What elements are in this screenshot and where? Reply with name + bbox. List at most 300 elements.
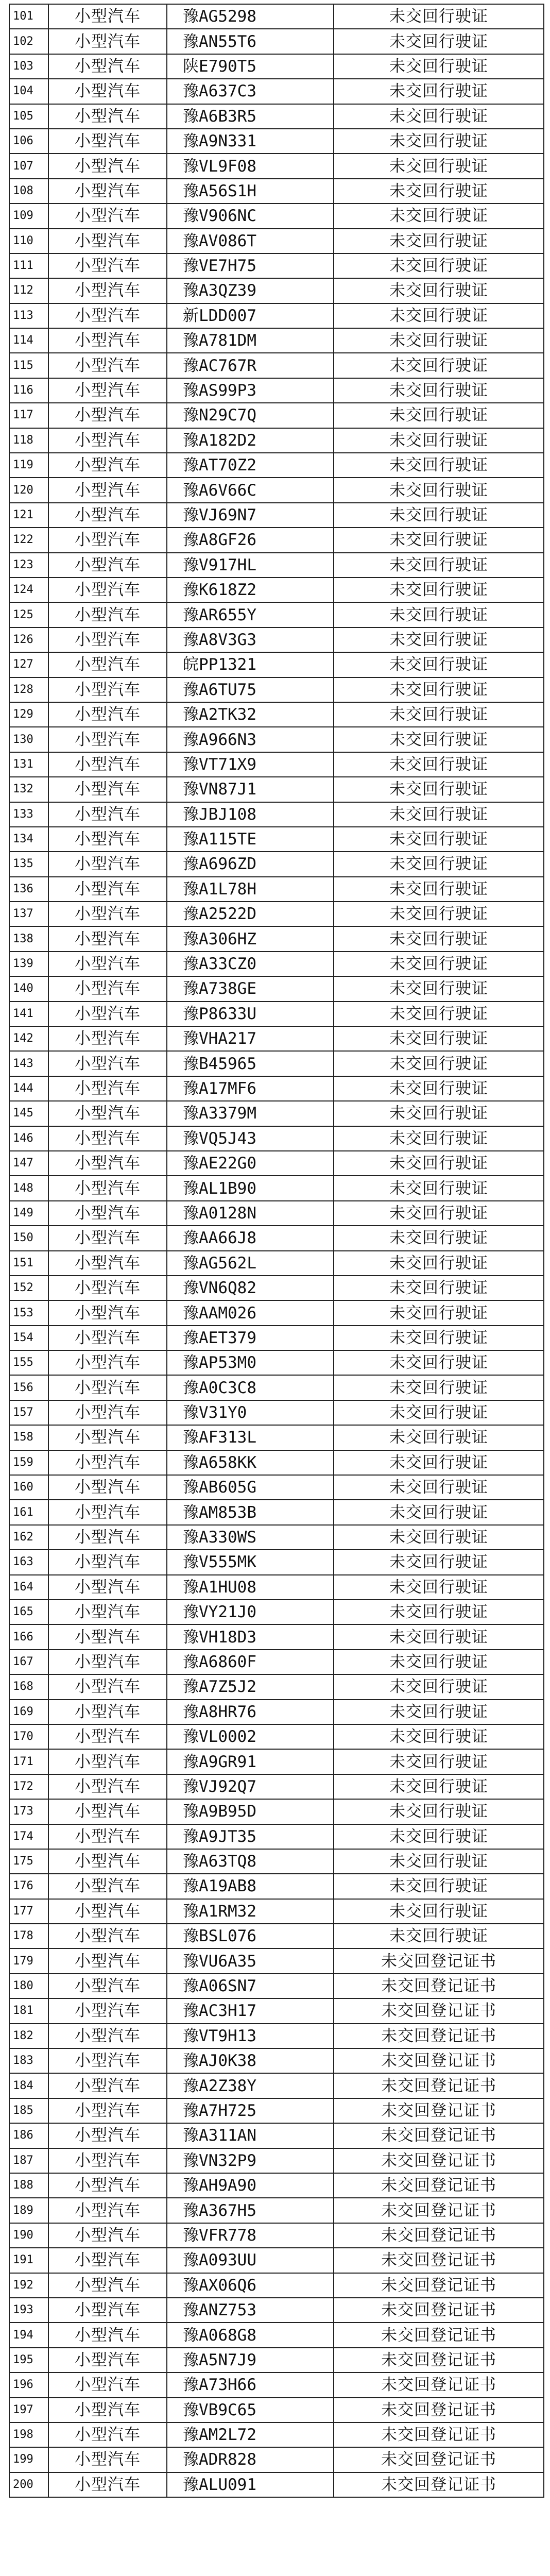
vehicle-type-cell: 小型汽车 [48,926,167,951]
table-row [9,852,544,876]
table-row [9,752,544,777]
status-cell: 未交回行驶证 [334,503,544,528]
vehicle-type-cell: 小型汽车 [48,2422,167,2447]
status-cell: 未交回行驶证 [334,1550,544,1574]
status-cell: 未交回行驶证 [334,1201,544,1226]
table-row [9,2198,544,2223]
plate-number-cell: 豫A0C3C8 [167,1375,334,1400]
status-cell: 未交回行驶证 [334,777,544,802]
row-number-cell: 126 [9,628,48,652]
table-row [9,328,544,353]
plate-number-cell: 豫V31Y0 [167,1400,334,1425]
table-row [9,378,544,403]
vehicle-type-cell: 小型汽车 [48,652,167,677]
status-cell: 未交回登记证书 [334,2073,544,2098]
vehicle-type-cell: 小型汽车 [48,1774,167,1799]
vehicle-type-cell: 小型汽车 [48,503,167,528]
row-number-cell: 182 [9,2024,48,2048]
vehicle-type-cell: 小型汽车 [48,1500,167,1524]
plate-number-cell: 豫A3379M [167,1101,334,1126]
vehicle-type-cell: 小型汽车 [48,1326,167,1350]
table-row [9,802,544,827]
row-number-cell: 122 [9,528,48,552]
status-cell: 未交回登记证书 [334,2223,544,2248]
table-row [9,777,544,802]
plate-number-cell: 豫AA66J8 [167,1226,334,1250]
status-cell: 未交回行驶证 [334,79,544,104]
status-cell: 未交回行驶证 [334,652,544,677]
plate-number-cell: 豫AP53M0 [167,1350,334,1375]
table-row [9,1475,544,1500]
vehicle-type-cell: 小型汽车 [48,1475,167,1500]
row-number-cell: 189 [9,2198,48,2223]
status-cell: 未交回行驶证 [334,752,544,777]
row-number-cell: 135 [9,852,48,876]
status-cell: 未交回行驶证 [334,328,544,353]
vehicle-type-cell: 小型汽车 [48,1276,167,1300]
table-row [9,1176,544,1200]
vehicle-type-cell: 小型汽车 [48,1400,167,1425]
status-cell: 未交回登记证书 [334,2248,544,2273]
status-cell: 未交回行驶证 [334,1874,544,1899]
vehicle-type-cell: 小型汽车 [48,1375,167,1400]
status-cell: 未交回行驶证 [334,478,544,502]
vehicle-type-cell: 小型汽车 [48,528,167,552]
plate-number-cell: 豫AC767R [167,353,334,378]
plate-number-cell: 豫A9B95D [167,1799,334,1824]
table-row [9,1051,544,1076]
row-number-cell: 194 [9,2323,48,2347]
row-number-cell: 102 [9,29,48,54]
table-row [9,129,544,154]
table-row [9,727,544,752]
vehicle-type-cell: 小型汽车 [48,453,167,478]
status-cell: 未交回行驶证 [334,4,544,29]
status-cell: 未交回行驶证 [334,1700,544,1724]
status-cell: 未交回行驶证 [334,1026,544,1051]
status-cell: 未交回登记证书 [334,2422,544,2447]
plate-number-cell: 豫V906NC [167,204,334,228]
status-cell: 未交回行驶证 [334,154,544,178]
status-cell: 未交回登记证书 [334,2323,544,2347]
table-row [9,1700,544,1724]
table-row [9,2098,544,2123]
table-row [9,2398,544,2422]
status-cell: 未交回登记证书 [334,1948,544,1973]
row-number-cell: 153 [9,1300,48,1325]
table-row [9,2223,544,2248]
status-cell: 未交回行驶证 [334,353,544,378]
table-row [9,1525,544,1550]
table-row [9,1151,544,1176]
status-cell: 未交回行驶证 [334,952,544,976]
table-row [9,2298,544,2323]
row-number-cell: 193 [9,2298,48,2323]
vehicle-type-cell: 小型汽车 [48,1849,167,1874]
table-row [9,1126,544,1151]
plate-number-cell: 豫AH9A90 [167,2173,334,2198]
table-row [9,702,544,727]
vehicle-type-cell: 小型汽车 [48,677,167,702]
plate-number-cell: 豫A2Z38Y [167,2073,334,2098]
plate-number-cell: 豫A3QZ39 [167,278,334,303]
status-cell: 未交回行驶证 [334,1126,544,1151]
vehicle-type-cell: 小型汽车 [48,2398,167,2422]
status-cell: 未交回行驶证 [334,1799,544,1824]
vehicle-type-cell: 小型汽车 [48,752,167,777]
plate-number-cell: 豫AET379 [167,1326,334,1350]
row-number-cell: 137 [9,902,48,926]
vehicle-type-cell: 小型汽车 [48,1251,167,1276]
table-row [9,628,544,652]
row-number-cell: 168 [9,1674,48,1699]
plate-number-cell: 陕E790T5 [167,54,334,79]
status-cell: 未交回登记证书 [334,2372,544,2397]
plate-number-cell: 豫K618Z2 [167,578,334,602]
vehicle-type-cell: 小型汽车 [48,2073,167,2098]
plate-number-cell: 豫A6V66C [167,478,334,502]
vehicle-type-cell: 小型汽车 [48,4,167,29]
plate-number-cell: 豫AC3H17 [167,1998,334,2023]
plate-number-cell: 豫A2TK32 [167,702,334,727]
vehicle-type-cell: 小型汽车 [48,428,167,453]
vehicle-type-cell: 小型汽车 [48,2123,167,2148]
table-row [9,229,544,253]
row-number-cell: 106 [9,129,48,154]
row-number-cell: 147 [9,1151,48,1176]
table-row [9,303,544,328]
status-cell: 未交回登记证书 [334,2198,544,2223]
row-number-cell: 186 [9,2123,48,2148]
table-row [9,1026,544,1051]
table-row [9,1974,544,1998]
table-row [9,2273,544,2298]
plate-number-cell: 豫VT71X9 [167,752,334,777]
row-number-cell: 171 [9,1749,48,1774]
plate-number-cell: 豫A0128N [167,1201,334,1226]
vehicle-type-cell: 小型汽车 [48,1724,167,1749]
vehicle-type-cell: 小型汽车 [48,2248,167,2273]
table-row [9,1375,544,1400]
status-cell: 未交回行驶证 [334,1650,544,1674]
table-row [9,1350,544,1375]
row-number-cell: 166 [9,1624,48,1649]
status-cell: 未交回行驶证 [334,1575,544,1600]
vehicle-type-cell: 小型汽车 [48,1350,167,1375]
status-cell: 未交回行驶证 [334,1749,544,1774]
row-number-cell: 144 [9,1076,48,1101]
table-row [9,478,544,502]
vehicle-type-cell: 小型汽车 [48,229,167,253]
row-number-cell: 148 [9,1176,48,1200]
row-number-cell: 129 [9,702,48,727]
table-row [9,503,544,528]
vehicle-type-cell: 小型汽车 [48,2148,167,2173]
row-number-cell: 176 [9,1874,48,1899]
table-row [9,1998,544,2023]
row-number-cell: 184 [9,2073,48,2098]
vehicle-type-cell: 小型汽车 [48,1026,167,1051]
status-cell: 未交回行驶证 [334,1624,544,1649]
plate-number-cell: 豫A738GE [167,976,334,1001]
plate-number-cell: 豫A9JT35 [167,1824,334,1849]
vehicle-type-cell: 小型汽车 [48,1998,167,2023]
table-row [9,1500,544,1524]
table-row [9,952,544,976]
plate-number-cell: 豫AT70Z2 [167,453,334,478]
plate-number-cell: 豫A6860F [167,1650,334,1674]
table-row [9,1874,544,1899]
row-number-cell: 196 [9,2372,48,2397]
table-row [9,976,544,1001]
table-row [9,1276,544,1300]
table-row [9,1724,544,1749]
vehicle-type-cell: 小型汽车 [48,2098,167,2123]
plate-number-cell: 豫A658KK [167,1450,334,1475]
plate-number-cell: 豫A33CZ0 [167,952,334,976]
row-number-cell: 163 [9,1550,48,1574]
plate-number-cell: 豫A068G8 [167,2323,334,2347]
table-row [9,253,544,278]
row-number-cell: 188 [9,2173,48,2198]
row-number-cell: 173 [9,1799,48,1824]
vehicle-type-cell: 小型汽车 [48,2447,167,2472]
plate-number-cell: 豫VL0002 [167,1724,334,1749]
vehicle-type-cell: 小型汽车 [48,328,167,353]
row-number-cell: 199 [9,2447,48,2472]
table-row [9,926,544,951]
row-number-cell: 180 [9,1974,48,1998]
table-row [9,902,544,926]
plate-number-cell: 豫A367H5 [167,2198,334,2223]
row-number-cell: 139 [9,952,48,976]
row-number-cell: 111 [9,253,48,278]
vehicle-type-cell: 小型汽车 [48,253,167,278]
plate-number-cell: 豫VY21J0 [167,1600,334,1624]
status-cell: 未交回行驶证 [334,1276,544,1300]
plate-number-cell: 豫A1HU08 [167,1575,334,1600]
status-cell: 未交回登记证书 [334,2273,544,2298]
row-number-cell: 107 [9,154,48,178]
row-number-cell: 165 [9,1600,48,1624]
table-row [9,2073,544,2098]
table-row [9,2248,544,2273]
status-cell: 未交回行驶证 [334,204,544,228]
plate-number-cell: 豫VT9H13 [167,2024,334,2048]
row-number-cell: 174 [9,1824,48,1849]
table-row [9,528,544,552]
row-number-cell: 145 [9,1101,48,1126]
vehicle-type-cell: 小型汽车 [48,1650,167,1674]
table-row [9,204,544,228]
table-row [9,353,544,378]
row-number-cell: 140 [9,976,48,1001]
status-cell: 未交回行驶证 [334,602,544,627]
table-row [9,677,544,702]
row-number-cell: 159 [9,1450,48,1475]
row-number-cell: 177 [9,1899,48,1924]
row-number-cell: 116 [9,378,48,403]
table-row [9,2024,544,2048]
plate-number-cell: 豫A093UU [167,2248,334,2273]
plate-number-cell: 豫A8HR76 [167,1700,334,1724]
plate-number-cell: 豫A781DM [167,328,334,353]
row-number-cell: 155 [9,1350,48,1375]
row-number-cell: 167 [9,1650,48,1674]
row-number-cell: 169 [9,1700,48,1724]
row-number-cell: 185 [9,2098,48,2123]
row-number-cell: 181 [9,1998,48,2023]
plate-number-cell: 豫A63TQ8 [167,1849,334,1874]
row-number-cell: 172 [9,1774,48,1799]
plate-number-cell: 豫A6TU75 [167,677,334,702]
plate-number-cell: 豫V917HL [167,553,334,578]
status-cell: 未交回行驶证 [334,1251,544,1276]
vehicle-type-cell: 小型汽车 [48,1824,167,1849]
plate-number-cell: 豫A7H725 [167,2098,334,2123]
table-row [9,1899,544,1924]
status-cell: 未交回行驶证 [334,1101,544,1126]
vehicle-type-cell: 小型汽车 [48,2273,167,2298]
table-row [9,2447,544,2472]
plate-number-cell: 豫A5N7J9 [167,2348,334,2372]
plate-number-cell: 豫AB605G [167,1475,334,1500]
table-row [9,827,544,852]
table-row [9,1002,544,1026]
vehicle-type-cell: 小型汽车 [48,1300,167,1325]
status-cell: 未交回行驶证 [334,1774,544,1799]
vehicle-type-cell: 小型汽车 [48,2472,167,2497]
table-row [9,54,544,79]
row-number-cell: 110 [9,229,48,253]
row-number-cell: 158 [9,1425,48,1450]
table-row [9,104,544,129]
table-row [9,1425,544,1450]
vehicle-type-cell: 小型汽车 [48,602,167,627]
table-row [9,278,544,303]
vehicle-type-cell: 小型汽车 [48,154,167,178]
table-row [9,1849,544,1874]
vehicle-type-cell: 小型汽车 [48,777,167,802]
status-cell: 未交回行驶证 [334,1724,544,1749]
status-cell: 未交回行驶证 [334,1226,544,1250]
plate-number-cell: 豫A182D2 [167,428,334,453]
status-cell: 未交回行驶证 [334,827,544,852]
row-number-cell: 157 [9,1400,48,1425]
vehicle-type-cell: 小型汽车 [48,1600,167,1624]
plate-number-cell: 豫A306HZ [167,926,334,951]
status-cell: 未交回行驶证 [334,179,544,204]
table-row [9,578,544,602]
status-cell: 未交回行驶证 [334,1051,544,1076]
status-cell: 未交回行驶证 [334,129,544,154]
vehicle-type-cell: 小型汽车 [48,278,167,303]
vehicle-type-cell: 小型汽车 [48,1226,167,1250]
table-row [9,79,544,104]
vehicle-type-cell: 小型汽车 [48,303,167,328]
plate-number-cell: 豫AX06Q6 [167,2273,334,2298]
vehicle-type-cell: 小型汽车 [48,1201,167,1226]
vehicle-type-cell: 小型汽车 [48,2298,167,2323]
plate-number-cell: 豫VU6A35 [167,1948,334,1973]
vehicle-type-cell: 小型汽车 [48,1151,167,1176]
row-number-cell: 115 [9,353,48,378]
table-row [9,1251,544,1276]
plate-number-cell: 豫A966N3 [167,727,334,752]
row-number-cell: 108 [9,179,48,204]
status-cell: 未交回登记证书 [334,2348,544,2372]
row-number-cell: 134 [9,827,48,852]
row-number-cell: 146 [9,1126,48,1151]
vehicle-type-cell: 小型汽车 [48,2048,167,2073]
table-row [9,1101,544,1126]
vehicle-type-cell: 小型汽车 [48,702,167,727]
status-cell: 未交回登记证书 [334,2123,544,2148]
row-number-cell: 124 [9,578,48,602]
status-cell: 未交回行驶证 [334,1300,544,1325]
row-number-cell: 114 [9,328,48,353]
table-row [9,453,544,478]
vehicle-type-cell: 小型汽车 [48,877,167,902]
row-number-cell: 160 [9,1475,48,1500]
row-number-cell: 191 [9,2248,48,2273]
status-cell: 未交回行驶证 [334,1076,544,1101]
vehicle-type-cell: 小型汽车 [48,1002,167,1026]
status-cell: 未交回行驶证 [334,1924,544,1948]
status-cell: 未交回行驶证 [334,1002,544,1026]
row-number-cell: 120 [9,478,48,502]
table-row [9,154,544,178]
status-cell: 未交回行驶证 [334,403,544,428]
plate-number-cell: 豫VN32P9 [167,2148,334,2173]
status-cell: 未交回行驶证 [334,104,544,129]
plate-number-cell: 豫N29C7Q [167,403,334,428]
row-number-cell: 112 [9,278,48,303]
table-row [9,553,544,578]
plate-number-cell: 豫AE22G0 [167,1151,334,1176]
vehicle-type-cell: 小型汽车 [48,179,167,204]
vehicle-type-cell: 小型汽车 [48,29,167,54]
vehicle-type-cell: 小型汽车 [48,553,167,578]
table-row [9,1824,544,1849]
plate-number-cell: 豫AAM026 [167,1300,334,1325]
vehicle-type-cell: 小型汽车 [48,79,167,104]
plate-number-cell: 豫V555MK [167,1550,334,1574]
plate-number-cell: 豫AR655Y [167,602,334,627]
table-row [9,2148,544,2173]
status-cell: 未交回行驶证 [334,1425,544,1450]
vehicle-type-cell: 小型汽车 [48,827,167,852]
table-row [9,1300,544,1325]
row-number-cell: 162 [9,1525,48,1550]
status-cell: 未交回行驶证 [334,1400,544,1425]
vehicle-type-cell: 小型汽车 [48,852,167,876]
vehicle-type-cell: 小型汽车 [48,1126,167,1151]
plate-number-cell: 豫VHA217 [167,1026,334,1051]
plate-number-cell: 豫A1L78H [167,877,334,902]
row-number-cell: 105 [9,104,48,129]
plate-number-cell: 豫A7Z5J2 [167,1674,334,1699]
vehicle-type-cell: 小型汽车 [48,1924,167,1948]
plate-number-cell: 豫AM2L72 [167,2422,334,2447]
row-number-cell: 197 [9,2398,48,2422]
plate-number-cell: 豫AV086T [167,229,334,253]
row-number-cell: 141 [9,1002,48,1026]
table-row [9,1774,544,1799]
table-row [9,403,544,428]
status-cell: 未交回登记证书 [334,2447,544,2472]
vehicle-type-cell: 小型汽车 [48,1425,167,1450]
